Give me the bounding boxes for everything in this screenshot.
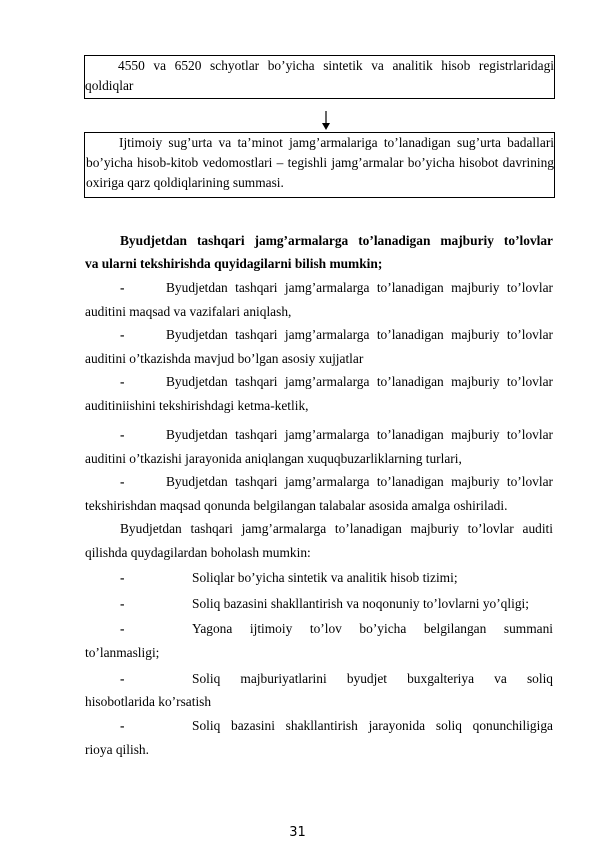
list-item-line-2: hisobotlarida ko’rsatish: [85, 694, 212, 709]
page-number: 31: [289, 825, 306, 840]
list-item-line-2: rioya qilish.: [85, 742, 149, 757]
bullet-dash: -: [120, 327, 125, 342]
list-item-line-2: to’lanmasligi;: [85, 645, 160, 660]
bullet-dash: -: [120, 621, 125, 636]
bullet-dash: -: [120, 570, 125, 585]
section-heading-line-1: Byudjetdan tashqari jamg’armalarga to’lanadigan majburiy to’lovlar: [120, 233, 553, 248]
bullet-dash: -: [120, 596, 125, 611]
bullet-dash: -: [120, 474, 125, 489]
list-item-line-1: Byudjetdan tashqari jamg’armalarga to’lanadigan majburiy to’lovlar: [166, 374, 553, 389]
info-box-balances: [84, 55, 555, 99]
bullet-dash: -: [120, 280, 125, 295]
section-heading-line-2: va ularni tekshirishda quyidagilarni bilish mumkin;: [85, 256, 383, 271]
list-item-line-1: Yagona ijtimoiy to’lov bo’yicha belgilangan summani: [192, 621, 553, 636]
list-item-line-2: auditini maqsad va vazifalari aniqlash,: [85, 304, 292, 319]
bullet-dash: -: [120, 427, 125, 442]
info-box-contributions-text: Ijtimoiy sug’urta va ta’minot jamg’armalariga to’lanadigan sug’urta badallari bo’yicha hisob-kitob vedomostlari – tegishli jamg’armalar bo’yicha hisobot davrining oxiriga qarz qoldiqlarining summasi.: [86, 135, 554, 190]
list-item-line-1: Byudjetdan tashqari jamg’armalarga to’lanadigan majburiy to’lovlar: [166, 327, 553, 342]
info-box-contributions: [84, 132, 555, 198]
paragraph-line-1: Byudjetdan tashqari jamg’armalarga to’lanadigan majburiy to’lovlar auditi: [120, 521, 553, 536]
list-item-line-1: Soliqlar bo’yicha sintetik va analitik hisob tizimi;: [192, 570, 458, 585]
list-item-line-2: auditiniishini tekshirishdagi ketma-ketlik,: [85, 398, 309, 413]
list-item-line-1: Byudjetdan tashqari jamg’armalarga to’lanadigan majburiy to’lovlar: [166, 280, 553, 295]
list-item-line-1: Byudjetdan tashqari jamg’armalarga to’lanadigan majburiy to’lovlar: [166, 474, 553, 489]
list-item-line-1: Soliq bazasini shakllantirish jarayonida soliq qonunchiligiga: [192, 718, 553, 733]
bullet-dash: -: [120, 718, 125, 733]
list-item-line-1: Soliq bazasini shakllantirish va noqonuniy to’lovlarni yo’qligi;: [192, 596, 529, 611]
bullet-dash: -: [120, 671, 125, 686]
bullet-dash: -: [120, 374, 125, 389]
list-item-line-2: auditini o’tkazishda mavjud bo’lgan asosiy xujjatlar: [85, 351, 364, 366]
info-box-balances-text: 4550 va 6520 schyotlar bo’yicha sintetik va analitik hisob registrlaridagi qoldiqlar: [85, 58, 554, 93]
list-item-line-1: Byudjetdan tashqari jamg’armalarga to’lanadigan majburiy to’lovlar: [166, 427, 553, 442]
list-item-line-2: tekshirishdan maqsad qonunda belgilangan talabalar asosida amalga oshiriladi.: [85, 498, 508, 513]
list-item-line-1: Soliq majburiyatlarini byudjet buxgalteriya va soliq: [192, 671, 553, 686]
list-item-line-2: auditini o’tkazishi jarayonida aniqlangan xuquqbuzarliklarning turlari,: [85, 451, 462, 466]
paragraph-line-2: qilishda quydagilardan boholash mumkin:: [85, 545, 311, 560]
